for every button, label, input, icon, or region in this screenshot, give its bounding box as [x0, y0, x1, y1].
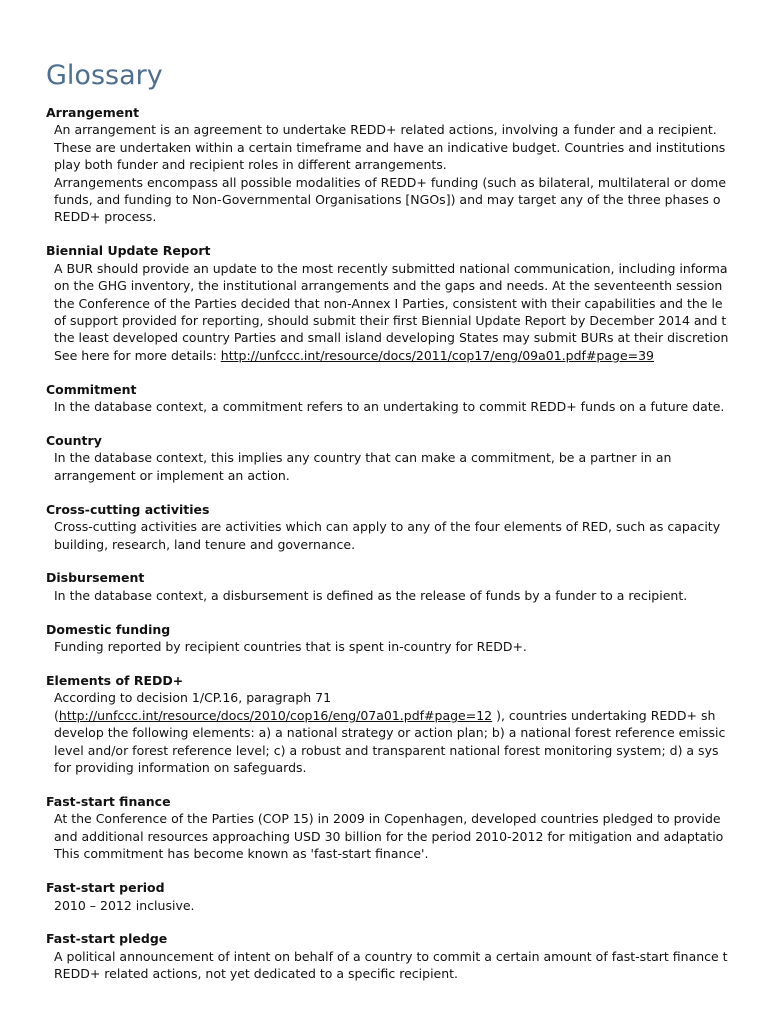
- definition-line: Arrangements encompass all possible modalities of REDD+ funding (such as bilateral, multilateral or dome: [54, 174, 727, 190]
- decision-1-cp16-link[interactable]: http://unfccc.int/resource/docs/2010/cop16/eng/07a01.pdf#page=12: [58, 707, 493, 723]
- glossary-entry-cross-cutting-activities: [46, 501, 768, 553]
- definition-line: on the GHG inventory, the institutional arrangements and the gaps and needs. At the seventeenth session: [54, 278, 723, 294]
- term-heading: Elements of REDD+: [46, 673, 184, 689]
- term-definition: [46, 810, 768, 862]
- link-suffix: ), countries undertaking REDD+ sh: [492, 707, 716, 723]
- term-definition: [46, 518, 768, 553]
- bur-details-link[interactable]: http://unfccc.int/resource/docs/2011/cop17/eng/09a01.pdf#page=39: [220, 347, 655, 363]
- term-definition: [46, 587, 768, 604]
- term-heading: Commitment: [46, 381, 137, 397]
- glossary-entry-fast-start-pledge: [46, 930, 768, 982]
- definition-line: Funding reported by recipient countries that is spent in-country for REDD+.: [54, 639, 527, 655]
- definition-line: According to decision 1/CP.16, paragraph 71: [54, 690, 332, 706]
- definition-line: play both funder and recipient roles in different arrangements.: [54, 157, 447, 173]
- definition-line: and additional resources approaching USD 30 billion for the period 2010-2012 for mitigation and adaptatio: [54, 828, 724, 844]
- definition-line: level and/or forest reference level; c) a robust and transparent national forest monitoring system; d) a sys: [54, 742, 719, 758]
- term-definition: [46, 897, 768, 914]
- definition-line: This commitment has become known as 'fast-start finance'.: [54, 846, 429, 862]
- definition-line-with-link: [54, 707, 768, 724]
- glossary-entry-fast-start-finance: [46, 793, 768, 863]
- glossary-entry-elements-of-redd: [46, 672, 768, 776]
- definition-line: the Conference of the Parties decided that non-Annex I Parties, consistent with their capabilities and the le: [54, 295, 723, 311]
- term-definition: [46, 398, 768, 415]
- definition-line: of support provided for reporting, should submit their first Biennial Update Report by December 2014 and t: [54, 312, 727, 328]
- definition-line: REDD+ process.: [54, 209, 157, 225]
- definition-line: In the database context, a disbursement is defined as the release of funds by a funder to a recipient.: [54, 587, 688, 603]
- definition-line: funds, and funding to Non-Governmental Organisations [NGOs]) and may target any of the three phases o: [54, 192, 721, 208]
- glossary-entry-fast-start-period: [46, 879, 768, 914]
- term-heading: Arrangement: [46, 105, 140, 120]
- definition-line: An arrangement is an agreement to undertake REDD+ related actions, involving a funder and a recipient.: [54, 122, 717, 138]
- glossary-entry-domestic-funding: [46, 621, 768, 656]
- term-definition: [46, 948, 768, 983]
- definition-line: 2010 – 2012 inclusive.: [54, 897, 195, 913]
- page-title: Glossary: [46, 60, 163, 91]
- term-heading: Disbursement: [46, 570, 145, 586]
- glossary-entry-arrangement: [46, 104, 768, 226]
- glossary-entry-country: [46, 432, 768, 484]
- definition-line-with-link: [54, 347, 768, 364]
- definition-line: At the Conference of the Parties (COP 15) in 2009 in Copenhagen, developed countries pledged to provide: [54, 811, 721, 827]
- link-prefix: See here for more details:: [54, 347, 221, 363]
- definition-line: arrangement or implement an action.: [54, 467, 290, 483]
- definition-line: develop the following elements: a) a national strategy or action plan; b) a national forest reference emissic: [54, 725, 726, 741]
- glossary-entry-biennial-update-report: [46, 242, 768, 364]
- term-heading: Country: [46, 433, 102, 448]
- definition-line: the least developed country Parties and small island developing States may submit BURs at their discretion: [54, 330, 729, 346]
- definition-line: Cross-cutting activities are activities which can apply to any of the four elements of RED, such as capacity: [54, 519, 721, 535]
- term-definition: [46, 260, 768, 364]
- term-heading: Fast-start pledge: [46, 931, 168, 947]
- definition-line: A political announcement of intent on behalf of a country to commit a certain amount of fast-start finance t: [54, 948, 728, 964]
- definition-line: In the database context, a commitment refers to an undertaking to commit REDD+ funds on a future date.: [54, 399, 725, 415]
- term-heading: Domestic funding: [46, 621, 171, 637]
- term-definition: [46, 689, 768, 776]
- glossary-entry-commitment: [46, 381, 768, 416]
- term-definition: [46, 449, 768, 484]
- term-heading: Cross-cutting activities: [46, 501, 210, 517]
- definition-line: REDD+ related actions, not yet dedicated to a specific recipient.: [54, 966, 459, 982]
- glossary-entry-disbursement: [46, 569, 768, 604]
- definition-line: In the database context, this implies any country that can make a commitment, be a partner in an: [54, 450, 672, 466]
- term-heading: Biennial Update Report: [46, 243, 211, 259]
- definition-line: A BUR should provide an update to the most recently submitted national communication, including informa: [54, 260, 728, 276]
- term-heading: Fast-start period: [46, 880, 165, 896]
- term-definition: [46, 121, 768, 225]
- definition-line: for providing information on safeguards.: [54, 760, 307, 776]
- glossary-list: [46, 104, 768, 999]
- term-definition: [46, 638, 768, 655]
- term-heading: Fast-start finance: [46, 794, 171, 809]
- definition-line: These are undertaken within a certain timeframe and have an indicative budget. Countries and institutions: [54, 139, 726, 155]
- link-open-paren: (: [54, 707, 59, 723]
- definition-line: building, research, land tenure and governance.: [54, 536, 356, 552]
